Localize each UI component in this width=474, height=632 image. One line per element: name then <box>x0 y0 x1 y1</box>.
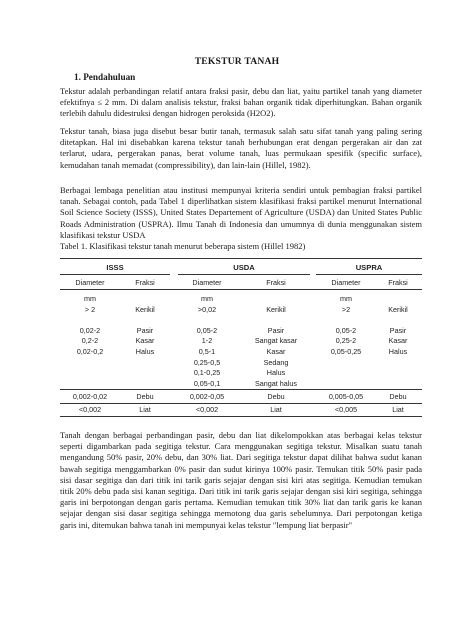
table-cell <box>316 315 376 326</box>
table-cell <box>242 294 310 305</box>
table-cell: 0,25-0,5 <box>193 357 221 367</box>
col-header-uspra-fraksi: Fraksi <box>388 278 408 287</box>
document-title: TEKSTUR TANAH <box>194 56 280 67</box>
col-header-uspra-diameter: Diameter <box>331 278 361 287</box>
table-cell: Debu <box>136 392 154 401</box>
paragraph-2: Tekstur tanah, biasa juga disebut besar butir tanah, termasuk salah satu sifat tanah yang paling sering ditetapkan. Hal ini disebabkan karena tekstur tanah berhubungan erat dengan pergerakan air dan zat terlarut, udara, pergerakan panas, berat volume tanah, luas permukaan spesifik (specific surface), kemudahan tanah memadat (compressibility), dan lain-lain (Hillel, 1982). <box>60 126 422 170</box>
table-cell: Kasar <box>388 336 408 346</box>
table-cell: Liat <box>139 405 151 414</box>
group-header-isss: ISSS <box>106 263 124 272</box>
table-cell: 0,05-0,25 <box>330 346 362 356</box>
table-cell <box>122 315 168 326</box>
isss-fraksi-column <box>122 294 168 358</box>
usda-underline <box>178 274 310 275</box>
table-cell <box>374 294 422 305</box>
debu-rule <box>60 389 422 390</box>
isss-underline <box>60 274 170 275</box>
table-cell: 0,25-2 <box>335 336 357 346</box>
table-cell: <0,002 <box>195 405 219 414</box>
table-cell: 0,05-0,1 <box>193 378 221 388</box>
uspra-fraksi-column <box>374 294 422 358</box>
table-cell: Pasir <box>267 325 285 335</box>
table-cell: Debu <box>267 392 285 401</box>
table-bottom-rule <box>60 416 422 417</box>
table-cell: >2 <box>341 304 351 314</box>
table-cell: Halus <box>388 346 408 356</box>
col-header-usda-diameter: Diameter <box>192 278 222 287</box>
table-cell: Sedang <box>263 357 289 367</box>
paragraph-4: Tanah dengan berbagai perbandingan pasir, debu dan liat dikelompokkan atas berbagai kelas tekstur seperti digambarkan pada segitiga tekstur. Cara menggunakan segitiga tekstur. Misalkan suatu tanah mengandung 50% pasir, 20% debu, dan 30% liat. Dari segitiga tekstur dapat dilihat bahwa sudut kanan bawah segitiga menggambarkan 0% pasir dan sudut kirinya 100% pasir. Temukan titik 50% pasir pada sisi dasar segitiga dan dari titik ini tarik garis sejajar dengan sisi kiri atas segitiga. Kemudian temukan titik 20% debu pada sisi kanan segitiga. Dari titik ini tarik garis sejajar dengan sisi kiri segitiga, sehingga garis ini berpotongan dengan garis pertama. Kemudian temukan titik 30% liat dan tarik garis ke kanan sejajar dengan sisi dasar segitiga sehingga memotong dua garis sebelumnya. Dari perpotongan ketiga garis ini, ditemukan bahwa tanah ini mempunyai kelas tekstur "lempung liat berpasir" <box>60 430 422 530</box>
table-cell: mm <box>84 294 96 303</box>
table-top-rule <box>60 258 422 259</box>
table-cell: 0,5-1 <box>198 346 216 356</box>
uspra-underline <box>316 274 422 275</box>
table-cell: >0,02 <box>197 304 217 314</box>
table-cell: 1-2 <box>201 336 213 346</box>
table-caption: Tabel 1. Klasifikasi tekstur tanah menurut beberapa sistem (Hillel 1982) <box>60 241 306 251</box>
table-cell: 0,02-0,2 <box>76 346 104 356</box>
group-header-uspra: USPRA <box>355 263 383 272</box>
table-cell <box>122 294 168 305</box>
table-cell: > 2 <box>84 304 96 314</box>
table-cell: Halus <box>266 368 286 378</box>
table-cell: Kerikil <box>266 304 286 314</box>
table-cell <box>374 315 422 326</box>
table-cell: Kasar <box>135 336 155 346</box>
table-cell: mm <box>340 294 352 303</box>
liat-rule <box>60 403 422 404</box>
usda-diameter-column <box>172 294 242 389</box>
paragraph-1: Tekstur adalah perbandingan relatif antara fraksi pasir, debu dan liat, yaitu partikel tanah yang diameter efektifnya ≤ 2 mm. Di dalam analisis tekstur, fraksi bahan organik tidak diperhitungkan. Bahan organik terlebih dahulu didestruksi dengan hidrogen peroksida (H2O2). <box>60 86 422 119</box>
uspra-diameter-column <box>316 294 376 358</box>
table-cell: Debu <box>389 392 407 401</box>
table-cell: Liat <box>270 405 282 414</box>
table-cell: Kerikil <box>135 304 155 314</box>
table-cell: Sangat halus <box>255 378 297 388</box>
table-cell: 0,005-0,05 <box>328 392 364 401</box>
table-cell: 0,05-2 <box>335 325 357 335</box>
table-cell: 0,2-2 <box>81 336 99 346</box>
table-cell: 0,002-0,05 <box>189 392 225 401</box>
table-cell: Pasir <box>136 325 154 335</box>
group-header-usda: USDA <box>233 263 255 272</box>
table-cell: Kasar <box>266 346 286 356</box>
table-cell <box>60 315 120 326</box>
table-cell: Pasir <box>389 325 407 335</box>
table-cell: mm <box>201 294 213 303</box>
table-cell: 0,002-0,02 <box>72 392 108 401</box>
classification-table <box>60 258 422 413</box>
table-cell: <0,005 <box>334 405 358 414</box>
paragraph-3: Berbagai lembaga penelitian atau institusi mempunyai kriteria sendiri untuk pembagian fraksi partikel tanah. Sebagai contoh, pada Tabel 1 diperlihatkan sistem klasifikasi fraksi partikel menurut International Soil Science Society (ISSS), United States Departement of Agriculture (USDA) dan United States Public Roads Administration (USPRA). Ilmu Tanah di Indonesia dan umumnya di dunia menggunakan sistem klasifikasi tekstur USDA <box>60 185 422 240</box>
table-cell: 0,05-2 <box>196 325 218 335</box>
table-cell: <0,002 <box>78 405 102 414</box>
table-cell: Halus <box>135 346 155 356</box>
table-cell <box>172 315 242 326</box>
isss-diameter-column <box>60 294 120 358</box>
table-cell: Kerikil <box>388 304 408 314</box>
table-cell: 0,1-0,25 <box>193 368 221 378</box>
section-heading: 1. Pendahuluan <box>74 72 136 82</box>
header-rule <box>60 289 422 290</box>
col-header-isss-diameter: Diameter <box>75 278 105 287</box>
table-cell: Liat <box>392 405 404 414</box>
table-cell: 0,02-2 <box>79 325 101 335</box>
usda-fraksi-column <box>242 294 310 389</box>
col-header-usda-fraksi: Fraksi <box>266 278 286 287</box>
col-header-isss-fraksi: Fraksi <box>135 278 155 287</box>
table-cell: Sangat kasar <box>254 336 298 346</box>
table-cell <box>242 315 310 326</box>
